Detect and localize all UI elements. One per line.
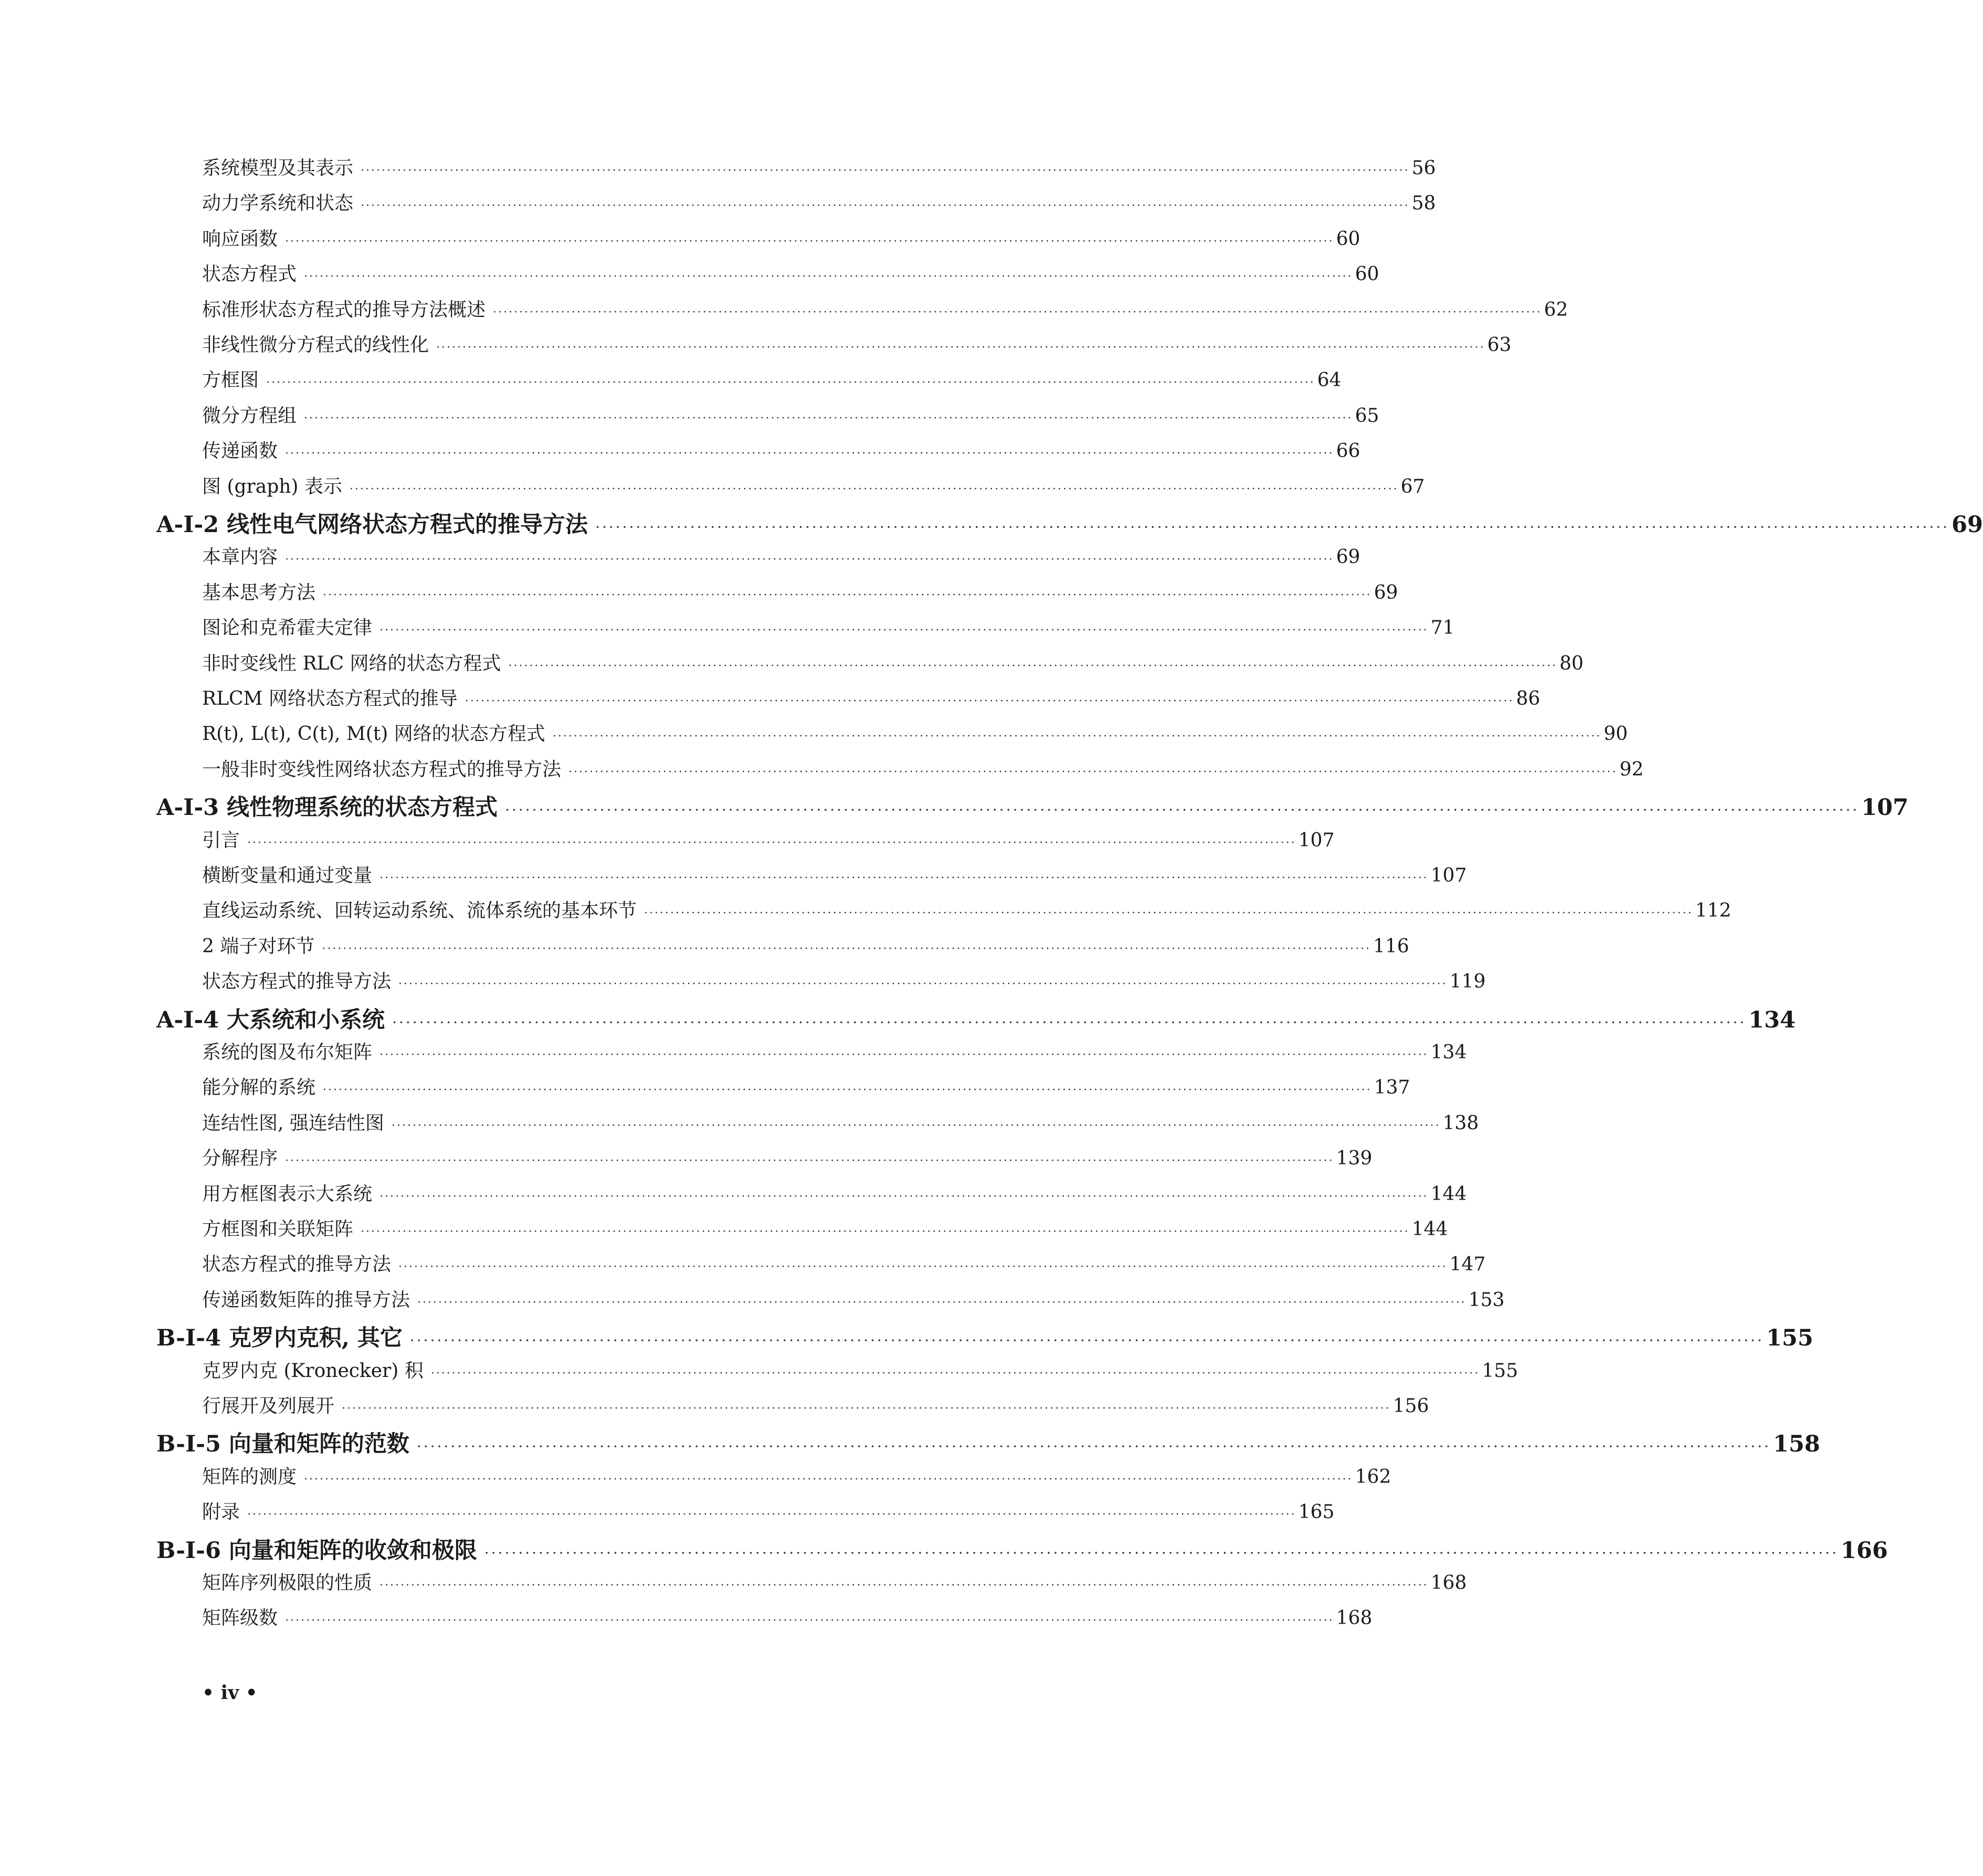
toc-entry-title: 矩阵级数: [202, 1607, 278, 1629]
toc-leader-dots: ········································································································································································································: [285, 1614, 1334, 1627]
toc-entry-page: 147: [1449, 1254, 1486, 1275]
toc-entry: [202, 1462, 1391, 1489]
toc-entry-title: 附录: [202, 1501, 240, 1523]
toc-entry-page: 166: [1840, 1538, 1888, 1564]
toc-entry: [202, 1179, 1467, 1206]
toc-entry-page: 112: [1695, 900, 1732, 921]
toc-entry: [202, 330, 1512, 357]
toc-entry-title: 矩阵序列极限的性质: [202, 1572, 373, 1594]
toc-entry-title: 图 (graph) 表示: [202, 476, 342, 497]
toc-leader-dots: ········································································································································································································: [416, 1438, 1771, 1455]
toc-entry-title: 引言: [202, 830, 240, 851]
toc-leader-dots: ········································································································································································································: [322, 942, 1371, 956]
toc-entry-title: 连结性图, 强连结性图: [202, 1112, 384, 1134]
toc-entry: [202, 719, 1628, 746]
toc-entry-page: 63: [1487, 334, 1512, 356]
toc-chapter-entry: [156, 790, 1908, 822]
toc-entry: [202, 931, 1409, 958]
toc-entry-page: 165: [1298, 1501, 1335, 1523]
toc-entry-page: 144: [1430, 1183, 1467, 1205]
toc-entry-page: 168: [1336, 1607, 1373, 1629]
toc-entry-title: B-I-6 向量和矩阵的收敛和极限: [156, 1538, 477, 1564]
toc-entry-title: 动力学系统和状态: [202, 193, 354, 214]
toc-entry-page: 153: [1468, 1289, 1505, 1311]
toc-entry: [202, 578, 1398, 605]
toc-entry-title: 状态方程式的推导方法: [202, 971, 392, 992]
toc-entry: [202, 1356, 1518, 1383]
toc-entry: [202, 188, 1436, 215]
toc-entry-page: 107: [1430, 865, 1467, 886]
toc-entry-title: 图论和克希霍夫定律: [202, 617, 373, 639]
toc-entry: [202, 1603, 1373, 1630]
toc-leader-dots: ········································································································································································································: [505, 801, 1860, 819]
toc-entry: [202, 1073, 1410, 1099]
page-number: • iv •: [202, 1682, 258, 1704]
toc-leader-dots: ········································································································································································································: [436, 341, 1485, 354]
toc-entry-title: 矩阵的测度: [202, 1466, 297, 1488]
toc-leader-dots: ········································································································································································································: [398, 1260, 1448, 1274]
toc-leader-dots: ········································································································································································································: [361, 199, 1410, 213]
toc-leader-dots: ········································································································································································································: [493, 306, 1542, 319]
toc-leader-dots: ········································································································································································································: [379, 1190, 1429, 1203]
toc-leader-dots: ········································································································································································································: [285, 235, 1334, 248]
toc-leader-dots: ········································································································································································································: [392, 1014, 1747, 1031]
toc-entry-page: 155: [1766, 1325, 1813, 1351]
toc-entry: [202, 259, 1379, 286]
toc-entry: [202, 896, 1732, 923]
toc-entry-page: 90: [1604, 723, 1628, 745]
toc-entry-page: 86: [1516, 688, 1541, 709]
toc-entry: [202, 1249, 1486, 1276]
toc-leader-dots: ········································································································································································································: [247, 1508, 1296, 1521]
toc-entry-page: 137: [1374, 1077, 1410, 1098]
toc-entry-title: A-I-4 大系统和小系统: [156, 1007, 385, 1033]
toc-entry-title: A-I-3 线性物理系统的状态方程式: [156, 794, 498, 821]
toc-entry-page: 155: [1482, 1360, 1518, 1382]
toc-entry-title: 一般非时变线性网络状态方程式的推导方法: [202, 759, 562, 780]
toc-entry: [202, 1108, 1479, 1135]
toc-entry-title: 直线运动系统、回转运动系统、流体系统的基本环节: [202, 900, 637, 921]
toc-leader-dots: ········································································································································································································: [285, 447, 1334, 460]
toc-leader-dots: ········································································································································································································: [247, 836, 1296, 850]
toc-entry: [202, 1214, 1448, 1241]
toc-leader-dots: ········································································································································································································: [323, 589, 1372, 602]
toc-leader-dots: ········································································································································································································: [304, 412, 1353, 425]
toc-leader-dots: ········································································································································································································: [379, 1048, 1429, 1062]
toc-entry-page: 156: [1393, 1395, 1429, 1417]
toc-entry: [202, 1037, 1467, 1064]
toc-entry-page: 66: [1336, 440, 1360, 462]
toc-entry: [202, 224, 1360, 251]
toc-entry: [202, 1497, 1335, 1524]
toc-leader-dots: ········································································································································································································: [342, 1402, 1391, 1415]
toc-chapter-entry: [156, 507, 1983, 539]
toc-entry: [202, 542, 1360, 569]
toc-entry-page: 119: [1449, 971, 1486, 992]
toc-entry-title: 基本思考方法: [202, 582, 316, 603]
toc-entry-page: 144: [1411, 1218, 1448, 1240]
toc-leader-dots: ········································································································································································································: [552, 730, 1602, 743]
toc-leader-dots: ········································································································································································································: [323, 1084, 1372, 1097]
toc-entry-title: 传递函数矩阵的推导方法: [202, 1289, 410, 1311]
toc-entry: [202, 472, 1425, 499]
toc-entry-page: 69: [1336, 546, 1360, 568]
toc-entry-page: 92: [1619, 759, 1644, 780]
toc-entry: [202, 365, 1342, 392]
toc-leader-dots: ········································································································································································································: [361, 1225, 1410, 1238]
toc-entry-page: 107: [1298, 830, 1335, 851]
toc-leader-dots: ········································································································································································································: [465, 695, 1514, 708]
toc-entry-title: 传递函数: [202, 440, 278, 462]
toc-entry-title: R(t), L(t), C(t), M(t) 网络的状态方程式: [202, 723, 545, 745]
toc-entry-title: B-I-4 克罗内克积, 其它: [156, 1325, 403, 1351]
toc-entry: [202, 1568, 1467, 1595]
toc-entry: [202, 1285, 1505, 1312]
toc-entry-page: 139: [1336, 1148, 1373, 1169]
toc-leader-dots: ········································································································································································································: [266, 376, 1315, 389]
toc-chapter-entry: [156, 1002, 1796, 1034]
toc-entry-title: 状态方程式: [202, 263, 297, 285]
toc-leader-dots: ········································································································································································································: [285, 553, 1334, 566]
toc-entry-title: 分解程序: [202, 1148, 278, 1169]
toc-leader-dots: ········································································································································································································: [304, 1473, 1353, 1486]
toc-leader-dots: ········································································································································································································: [417, 1296, 1467, 1309]
toc-entry-title: 标准形状态方程式的推导方法概述: [202, 299, 486, 321]
toc-entry-title: 用方框图表示大系统: [202, 1183, 373, 1205]
toc-entry-title: 2 端子对环节: [202, 936, 315, 957]
toc-entry-title: A-I-2 线性电气网络状态方程式的推导方法: [156, 512, 588, 538]
toc-entry-title: 状态方程式的推导方法: [202, 1254, 392, 1275]
toc-leader-dots: ········································································································································································································: [409, 1332, 1764, 1349]
toc-entry: [202, 755, 1644, 781]
toc-entry-title: 克罗内克 (Kronecker) 积: [202, 1360, 424, 1382]
toc-entry-page: 62: [1544, 299, 1568, 321]
toc-chapter-entry: [156, 1426, 1820, 1458]
toc-entry: [202, 401, 1379, 428]
toc-entry-title: RLCM 网络状态方程式的推导: [202, 688, 458, 709]
toc-entry-title: 本章内容: [202, 546, 278, 568]
toc-leader-dots: ········································································································································································································: [508, 660, 1558, 673]
toc-entry-page: 64: [1317, 369, 1342, 391]
toc-entry-title: 方框图: [202, 369, 259, 391]
toc-entry-title: 横断变量和通过变量: [202, 865, 373, 886]
toc-entry: [202, 825, 1335, 852]
toc-entry-title: 行展开及列展开: [202, 1395, 335, 1417]
toc-entry-page: 138: [1442, 1112, 1479, 1134]
toc-entry-page: 56: [1411, 157, 1436, 179]
toc-leader-dots: ········································································································································································································: [304, 270, 1353, 283]
toc-entry: [202, 684, 1541, 711]
toc-leader-dots: ········································································································································································································: [484, 1544, 1839, 1562]
toc-entry-page: 80: [1559, 653, 1584, 674]
toc-entry-page: 60: [1355, 263, 1379, 285]
toc-entry-title: 方框图和关联矩阵: [202, 1218, 354, 1240]
toc-entry-title: B-I-5 向量和矩阵的范数: [156, 1431, 409, 1457]
toc-entry: [202, 649, 1584, 675]
toc-entry-title: 系统模型及其表示: [202, 157, 354, 179]
toc-entry: [202, 436, 1360, 463]
toc-entry: [202, 153, 1436, 180]
toc-entry-page: 134: [1430, 1042, 1467, 1063]
toc-leader-dots: ········································································································································································································: [361, 164, 1410, 177]
toc-leader-dots: ········································································································································································································: [430, 1367, 1480, 1380]
toc-entry-title: 响应函数: [202, 228, 278, 250]
toc-entry: [202, 613, 1455, 640]
toc-entry-page: 69: [1952, 512, 1983, 538]
toc-leader-dots: ········································································································································································································: [379, 1579, 1429, 1592]
toc-leader-dots: ········································································································································································································: [595, 518, 1950, 536]
toc-entry-title: 非线性微分方程式的线性化: [202, 334, 429, 356]
toc-leader-dots: ········································································································································································································: [349, 483, 1399, 496]
toc-leader-dots: ········································································································································································································: [398, 978, 1448, 991]
toc-entry-page: 116: [1373, 936, 1409, 957]
toc-entry-page: 67: [1400, 476, 1425, 497]
toc-entry: [202, 1391, 1429, 1418]
toc-entry-title: 非时变线性 RLC 网络的状态方程式: [202, 653, 501, 674]
toc-entry-title: 系统的图及布尔矩阵: [202, 1042, 373, 1063]
toc-leader-dots: ········································································································································································································: [285, 1154, 1334, 1168]
toc-chapter-entry: [156, 1320, 1813, 1352]
toc-entry-page: 158: [1773, 1431, 1820, 1457]
toc-entry: [202, 861, 1467, 887]
toc-leader-dots: ········································································································································································································: [644, 907, 1693, 920]
toc-entry: [202, 295, 1568, 322]
toc-entry-page: 60: [1336, 228, 1360, 250]
toc-entry: [202, 1143, 1373, 1170]
toc-entry-title: 能分解的系统: [202, 1077, 316, 1098]
toc-chapter-entry: [156, 1533, 1888, 1565]
toc-leader-dots: ········································································································································································································: [391, 1119, 1441, 1132]
toc-entry-page: 69: [1374, 582, 1398, 603]
toc-entry-page: 71: [1430, 617, 1455, 639]
toc-entry-title: 微分方程组: [202, 405, 297, 427]
toc-leader-dots: ········································································································································································································: [568, 766, 1618, 779]
toc-entry-page: 168: [1430, 1572, 1467, 1594]
toc-entry-page: 162: [1355, 1466, 1391, 1488]
toc-entry-page: 58: [1411, 193, 1436, 214]
toc-entry-page: 134: [1748, 1007, 1796, 1033]
toc-entry-page: 107: [1861, 794, 1908, 821]
toc-entry-page: 65: [1355, 405, 1379, 427]
toc-entry: [202, 967, 1486, 993]
toc-leader-dots: ········································································································································································································: [379, 624, 1429, 637]
toc-leader-dots: ········································································································································································································: [379, 872, 1429, 885]
